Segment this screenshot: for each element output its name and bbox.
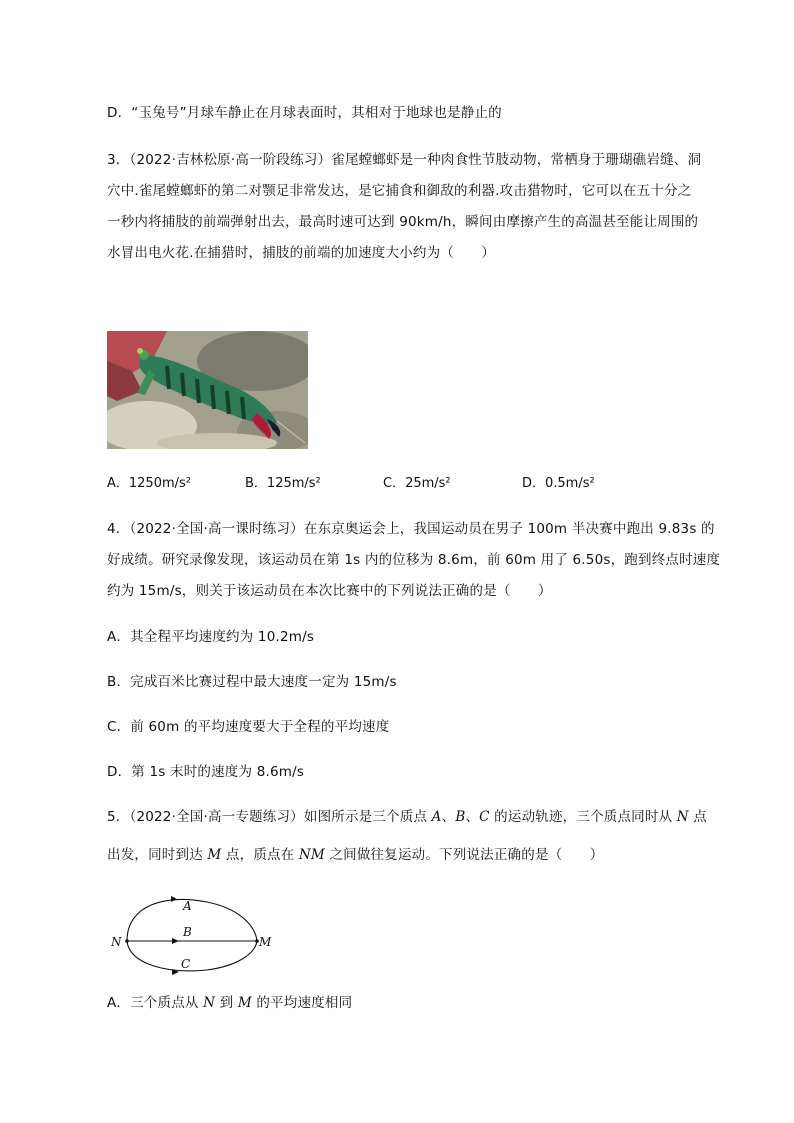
q5-line-2-mid: 点，质点在 [221,847,299,863]
q5-sep-2: 、 [465,809,480,825]
label-c: C [181,957,191,971]
q5-line-1-pre: 5．（2022·全国·高一专题练习）如图所示是三个质点 [107,809,432,825]
q5-line-1 [107,807,707,827]
arrow-a [171,896,177,902]
label-a: A [183,899,192,913]
q3-option-a: A．1250m/s² [107,476,192,491]
q5-option-a-pre: A．三个质点从 [107,995,204,1011]
q5-option-a-n: N [203,995,216,1011]
q4-option-c: C．前 60m 的平均速度要大于全程的平均速度 [107,719,390,735]
q5-var-b: B [455,809,466,825]
path-a [127,899,257,941]
q5-line-1-mid: 的运动轨迹，三个质点同时从 [489,809,677,825]
q3-line-2: 穴中.雀尾螳螂虾的第二对颚足非常发达，是它捕食和御敌的利器.攻击猎物时，它可以在五十分之 [107,183,692,199]
q4-option-b: B．完成百米比赛过程中最大速度一定为 15m/s [107,674,397,690]
q5-var-nm: NM [298,847,325,863]
label-n: N [111,935,122,949]
q2-option-d: D．“玉兔号”月球车静止在月球表面时，其相对于地球也是静止的 [107,105,502,121]
mantis-shrimp-photo [107,331,308,449]
q5-option-a [107,993,352,1013]
label-m: M [259,935,272,949]
q5-line-1-end: 点 [688,809,707,825]
q5-var-c: C [479,809,490,825]
q5-line-2 [107,845,603,865]
label-b: B [183,925,192,939]
q4-option-d: D．第 1s 末时的速度为 8.6m/s [107,764,305,780]
q5-var-a: A [431,809,442,825]
q5-option-a-end: 的平均速度相同 [251,995,353,1011]
point-n [125,939,129,943]
q5-option-a-m: M [237,995,252,1011]
q4-line-2: 好成绩。研究录像发现，该运动员在第 1s 内的位移为 8.6m，前 60m 用了 6.50s，跑到终点时速度 [107,552,721,568]
q5-sep-1: 、 [441,809,456,825]
q4-option-a: A．其全程平均速度约为 10.2m/s [107,629,315,645]
q3-option-b: B．125m/s² [245,476,321,491]
q3-line-4: 水冒出电火花.在捕猎时，捕肢的前端的加速度大小约为（ ） [107,245,496,261]
q5-line-2-end: 之间做往复运动。下列说法正确的是（ ） [324,847,604,863]
q3-line-1: 3．（2022·吉林松原·高一阶段练习）雀尾螳螂虾是一种肉食性节肢动物，常栖身于珊瑚礁岩缝、洞 [107,152,702,168]
trajectory-diagram [107,884,282,979]
q4-line-3: 约为 15m/s，则关于该运动员在本次比赛中的下列说法正确的是（ ） [107,583,552,599]
arrow-b [172,938,179,944]
q5-option-a-mid: 到 [215,995,238,1011]
q4-line-1: 4．（2022·全国·高一课时练习）在东京奥运会上，我国运动员在男子 100m 半决赛中跑出 9.83s 的 [107,521,715,537]
q3-option-d: D．0.5m/s² [522,476,595,491]
q5-var-n: N [676,809,689,825]
q3-line-3: 一秒内将捕肢的前端弹射出去，最高时速可达到 90km/h，瞬间由摩擦产生的高温甚至能让周围的 [107,214,699,230]
path-c [127,941,257,971]
q3-option-c: C．25m/s² [383,476,451,491]
q5-var-m: M [207,847,222,863]
q5-line-2-pre: 出发，同时到达 [107,847,208,863]
